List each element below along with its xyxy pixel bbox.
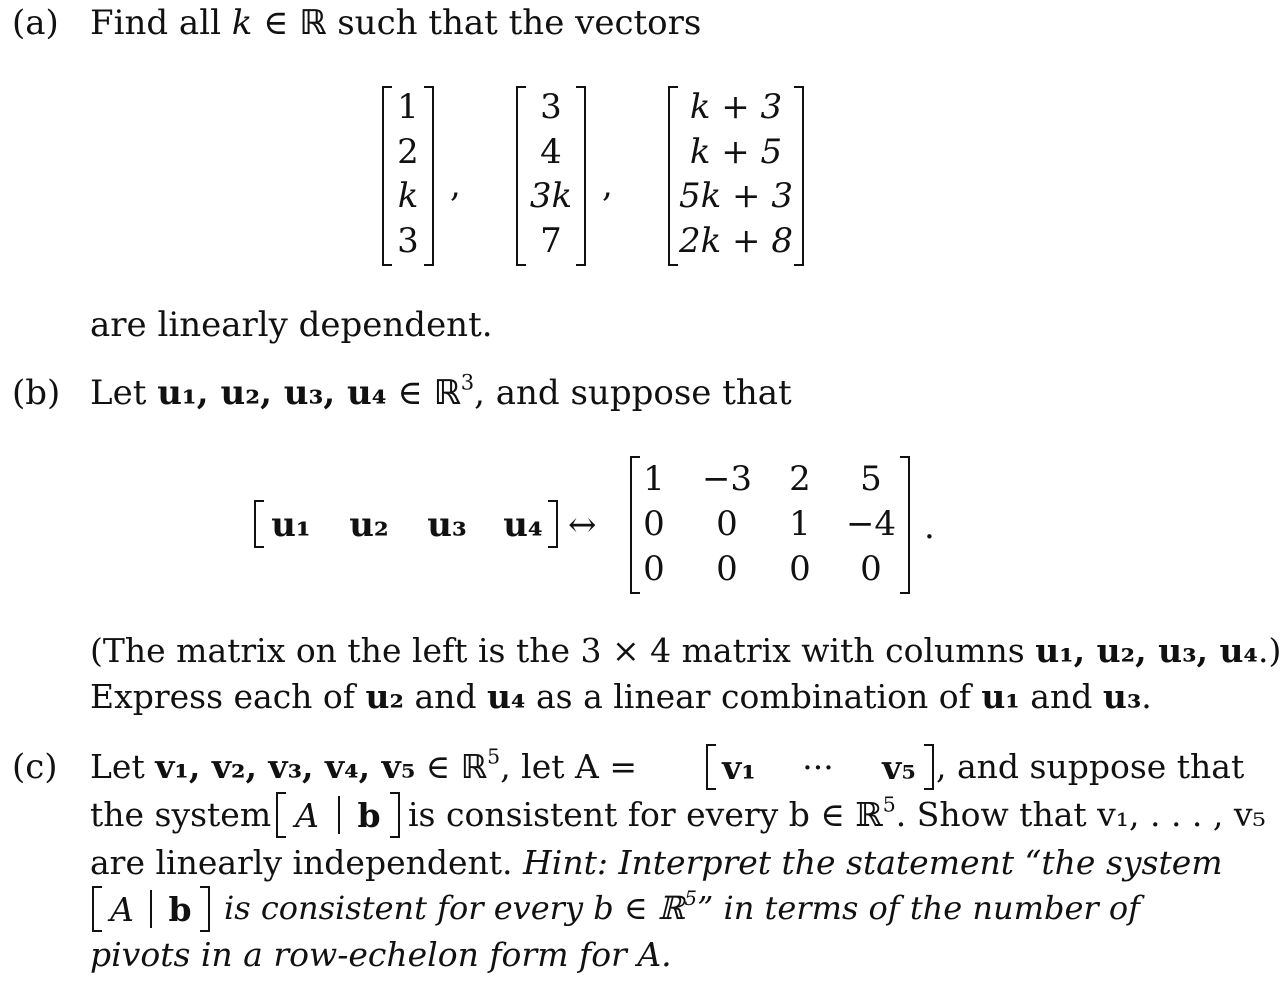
right-matrix-entry: 0 <box>789 549 811 589</box>
part-a-intro: Find all k ∈ ℝ such that the vectors <box>90 3 702 43</box>
right-matrix-entry: 0 <box>716 504 738 544</box>
right-matrix-entry: −4 <box>845 504 897 544</box>
part-c-line-2-rest: is consistent for every b ∈ ℝ$^5$. Show that v₁, . . . , v₅ <box>408 792 1266 834</box>
matrix-A-v1: v₁ <box>722 748 756 787</box>
vector-1 <box>382 86 434 266</box>
part-c-line-1: Let v₁, v₂, v₃, v₄, v₅ ∈ ℝ$^5$, let A = <box>90 744 637 786</box>
part-c-line-5: pivots in a row-echelon form for A. <box>90 935 672 974</box>
augmented-b: b <box>168 890 192 929</box>
part-c-label: (c) <box>12 747 58 787</box>
vector-1-entry: k <box>397 176 419 216</box>
vector-2 <box>516 86 586 266</box>
vector-1-entry: 3 <box>397 221 419 261</box>
vector-3-entry: k + 5 <box>689 132 783 172</box>
right-matrix-entry: 0 <box>860 549 882 589</box>
right-matrix-entry: 5 <box>860 459 882 499</box>
left-matrix-entry: u₂ <box>349 505 389 545</box>
vector-2-entry: 3k <box>529 176 573 216</box>
part-a-closing: are linearly dependent. <box>90 305 493 345</box>
part-b-label: (b) <box>12 373 61 413</box>
matrix-A-v5: v₅ <box>882 748 916 787</box>
comma: , <box>602 165 613 205</box>
right-matrix-entry: 0 <box>643 504 665 544</box>
right-matrix-entry: 1 <box>789 504 811 544</box>
comma: , <box>450 165 461 205</box>
left-matrix-entry: u₃ <box>427 505 467 545</box>
right-matrix-entry: 2 <box>789 459 811 499</box>
vector-3-entry: 5k + 3 <box>679 176 793 216</box>
row-equivalent-arrow: ↔ <box>568 505 597 545</box>
augmented-matrix <box>276 792 400 838</box>
augmented-A: A <box>110 890 134 929</box>
part-b-note: (The matrix on the left is the 3 × 4 matrix with columns u₁, u₂, u₃, u₄.) <box>90 631 1281 670</box>
augmented-b: b <box>357 796 381 835</box>
vector-1-entry: 2 <box>397 132 419 172</box>
part-b-express: Express each of u₂ and u₄ as a linear combination of u₁ and u₃. <box>90 677 1152 716</box>
vector-2-entry: 4 <box>540 132 562 172</box>
vector-3-entry: k + 3 <box>689 87 783 127</box>
left-matrix-entry: u₄ <box>503 505 543 545</box>
vector-2-entry: 3 <box>540 87 562 127</box>
vector-3 <box>668 86 804 266</box>
augmented-A: A <box>295 796 319 835</box>
part-a-label: (a) <box>12 3 59 43</box>
matrix-A <box>706 744 934 790</box>
vector-2-entry: 7 <box>540 221 562 261</box>
matrix-A-dots: ··· <box>802 748 834 787</box>
part-c-line-4: is consistent for every b ∈ ℝ$^5$” in terms of the number of <box>224 887 1140 927</box>
right-matrix-entry: 1 <box>643 459 665 499</box>
part-c-line-1-end: , and suppose that <box>936 747 1245 786</box>
right-matrix-entry: 0 <box>643 549 665 589</box>
part-b-intro: Let u₁, u₂, u₃, u₄ ∈ ℝ$^3$, and suppose that <box>90 369 792 413</box>
right-matrix-entry: 0 <box>716 549 738 589</box>
right-matrix-entry: −3 <box>701 459 753 499</box>
vector-1-entry: 1 <box>397 87 419 127</box>
part-c-line-2-start: the system <box>90 795 272 834</box>
part-c-line-3: are linearly independent. Hint: Interpret the statement “the system <box>90 843 1223 882</box>
augmented-matrix-hint <box>92 886 210 932</box>
vector-3-entry: 2k + 8 <box>679 221 793 261</box>
right-matrix <box>630 456 910 594</box>
period: . <box>924 507 935 547</box>
left-matrix <box>254 500 558 548</box>
left-matrix-entry: u₁ <box>271 505 311 545</box>
